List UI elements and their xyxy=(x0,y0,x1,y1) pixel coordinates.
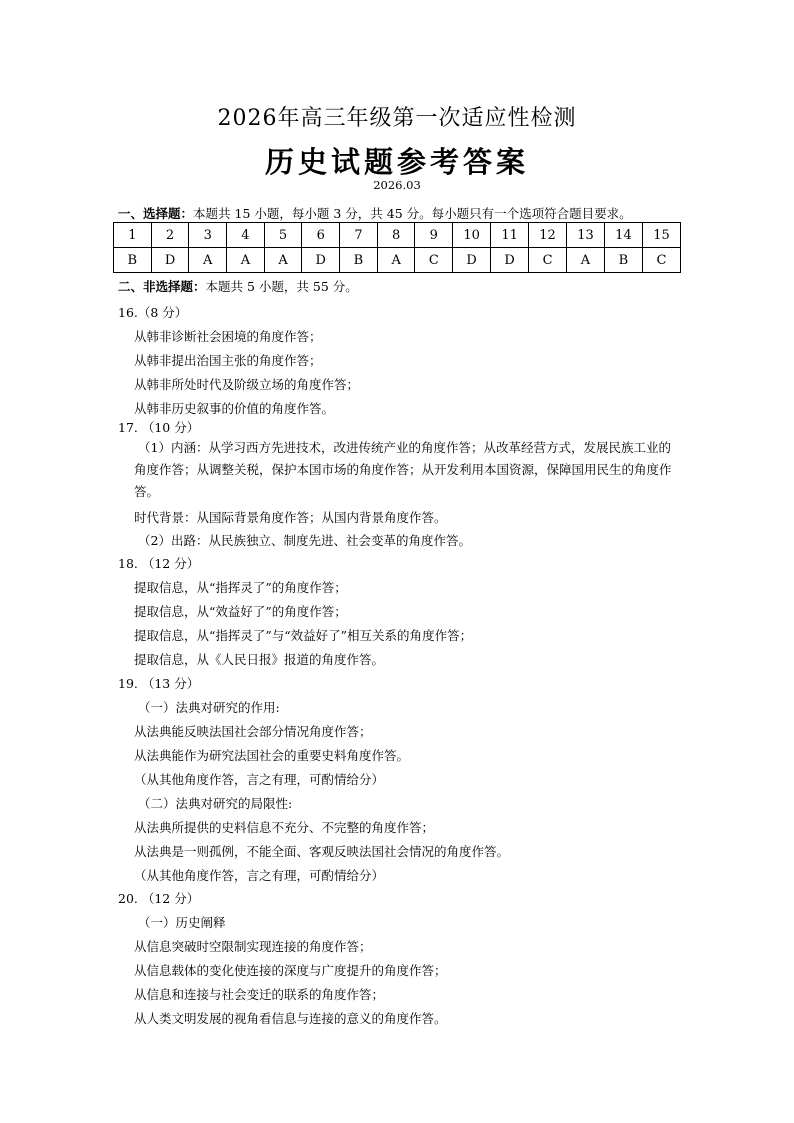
q20-heading: 20. （12 分） xyxy=(118,891,200,906)
answer-cell: C xyxy=(415,248,453,273)
question-number: 8 xyxy=(377,223,415,248)
q17-part2: （2）出路：从民族独立、制度先进、社会变革的角度作答。 xyxy=(138,533,471,548)
question-number: 15 xyxy=(642,223,680,248)
answer-table xyxy=(113,222,681,273)
section1-text: 本题共 15 小题，每小题 3 分，共 45 分。每小题只有一个选项符合题目要求。 xyxy=(193,206,632,221)
question-number: 10 xyxy=(453,223,491,248)
q20-line: 从人类文明发展的视角看信息与连接的意义的角度作答。 xyxy=(134,1011,447,1026)
q17-heading: 17. （10 分） xyxy=(118,420,200,435)
answer-cell: A xyxy=(567,248,605,273)
section1-heading xyxy=(118,204,632,222)
q17-background: 时代背景：从国际背景角度作答；从国内背景角度作答。 xyxy=(134,510,447,525)
q19-subheading-limits: （二）法典对研究的局限性: xyxy=(138,796,293,811)
question-number: 14 xyxy=(604,223,642,248)
exam-title: 2026年高三年级第一次适应性检测 xyxy=(217,106,577,131)
q18-line: 提取信息，从“指挥灵了”与“效益好了”相互关系的角度作答； xyxy=(134,628,473,643)
question-number: 12 xyxy=(529,223,567,248)
section2-label: 二、非选择题： xyxy=(118,279,206,294)
answer-cell: B xyxy=(604,248,642,273)
q18-line: 提取信息，从“效益好了”的角度作答； xyxy=(134,604,347,619)
q19-subheading-role: （一）法典对研究的作用: xyxy=(138,700,280,715)
answer-cell: C xyxy=(529,248,567,273)
question-number: 4 xyxy=(227,223,265,248)
section2-text: 本题共 5 小题，共 55 分。 xyxy=(205,279,358,294)
q20-line: 从信息突破时空限制实现连接的角度作答； xyxy=(134,939,372,954)
answer-cell: B xyxy=(340,248,378,273)
question-number: 1 xyxy=(114,223,152,248)
q20-subheading: （一）历史阐释 xyxy=(138,915,226,930)
question-number: 5 xyxy=(264,223,302,248)
q16-line: 从韩非提出治国主张的角度作答； xyxy=(134,353,322,368)
q19-line: 从法典能反映法国社会部分情况角度作答； xyxy=(134,724,372,739)
answer-cell: B xyxy=(114,248,152,273)
exam-date: 2026.03 xyxy=(373,178,421,192)
answer-key-title: 历史试题参考答案 xyxy=(264,145,529,179)
answer-cell: D xyxy=(491,248,529,273)
answer-row xyxy=(114,248,681,273)
q18-line: 提取信息，从“指挥灵了”的角度作答； xyxy=(134,580,347,595)
answer-cell: D xyxy=(151,248,189,273)
q19-note: （从其他角度作答，言之有理，可酌情给分） xyxy=(134,868,385,883)
q19-note: （从其他角度作答，言之有理，可酌情给分） xyxy=(134,772,385,787)
q19-line: 从法典能作为研究法国社会的重要史料角度作答。 xyxy=(134,748,410,763)
q19-heading: 19. （13 分） xyxy=(118,676,200,691)
section2-heading xyxy=(118,277,358,295)
question-number: 7 xyxy=(340,223,378,248)
answer-cell: D xyxy=(302,248,340,273)
answer-cell: A xyxy=(377,248,415,273)
question-number: 2 xyxy=(151,223,189,248)
question-number: 6 xyxy=(302,223,340,248)
q16-heading: 16.（8 分） xyxy=(118,305,188,320)
q19-line: 从法典所提供的史料信息不充分、不完整的角度作答； xyxy=(134,820,435,835)
answer-cell: A xyxy=(227,248,265,273)
answer-cell: C xyxy=(642,248,680,273)
q18-line: 提取信息，从《人民日报》报道的角度作答。 xyxy=(134,652,385,667)
question-number: 13 xyxy=(567,223,605,248)
q18-heading: 18. （12 分） xyxy=(118,556,200,571)
q16-line: 从韩非所处时代及阶级立场的角度作答； xyxy=(134,377,360,392)
question-number-row xyxy=(114,223,681,248)
q20-line: 从信息载体的变化使连接的深度与广度提升的角度作答； xyxy=(134,963,447,978)
answer-cell: D xyxy=(453,248,491,273)
answer-cell: A xyxy=(189,248,227,273)
question-number: 3 xyxy=(189,223,227,248)
q20-line: 从信息和连接与社会变迁的联系的角度作答； xyxy=(134,987,385,1002)
q19-line: 从法典是一则孤例，不能全面、客观反映法国社会情况的角度作答。 xyxy=(134,844,510,859)
answer-cell: A xyxy=(264,248,302,273)
q17-part1: （1）内涵：从学习西方先进技术，改进传统产业的角度作答；从改革经营方式，发展民族工业的角度作答；从调整关税，保护本国市场的角度作答；从开发利用本国资源，保障国用民生的角度作答。 xyxy=(134,440,672,499)
q16-line: 从韩非历史叙事的价值的角度作答。 xyxy=(134,401,335,416)
question-number: 9 xyxy=(415,223,453,248)
section1-label: 一、选择题： xyxy=(118,206,194,221)
q16-line: 从韩非诊断社会困境的角度作答； xyxy=(134,329,322,344)
question-number: 11 xyxy=(491,223,529,248)
